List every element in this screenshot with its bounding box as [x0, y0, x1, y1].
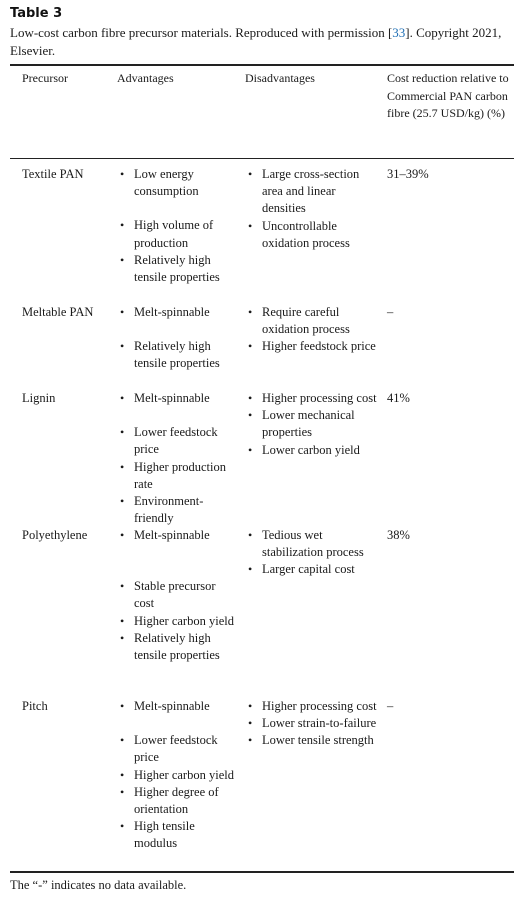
list-gap	[116, 321, 238, 338]
list-item: • Tedious wet stabilization process	[244, 527, 380, 561]
row-advantages	[116, 698, 238, 853]
list-item: • Lower strain-to-failure	[244, 715, 380, 732]
list-item: • Environment-friendly	[116, 493, 238, 527]
list-item: • Lower tensile strength	[244, 732, 380, 749]
table-footnote: The “-” indicates no data available.	[10, 878, 187, 892]
list-item: • Relatively high tensile properties	[116, 252, 238, 286]
row-cost: –	[387, 305, 394, 319]
list-item: • Relatively high tensile properties	[116, 338, 238, 372]
list-item: • Higher production rate	[116, 459, 238, 493]
list-item: • Higher carbon yield	[116, 767, 238, 784]
list-item: • High volume of production	[116, 217, 238, 251]
header-rule	[10, 158, 514, 159]
table-label: Table 3	[10, 6, 63, 21]
list-item: • Larger capital cost	[244, 561, 380, 578]
list-item: • Higher processing cost	[244, 698, 380, 715]
list-gap	[116, 200, 238, 217]
list-item: • Uncontrollable oxidation process	[244, 218, 380, 252]
list-item: • Melt-spinnable	[116, 698, 238, 715]
row-advantages	[116, 527, 238, 664]
list-item: • Melt-spinnable	[116, 304, 238, 321]
list-item: • Stable precursor cost	[116, 578, 238, 612]
row-precursor: Textile PAN	[22, 167, 84, 181]
row-disadvantages	[244, 166, 380, 252]
row-disadvantages	[244, 304, 380, 356]
list-gap	[116, 544, 238, 578]
row-advantages	[116, 304, 238, 373]
list-item: • Lower feedstock price	[116, 424, 238, 458]
list-item: • Lower carbon yield	[244, 442, 380, 459]
row-disadvantages	[244, 390, 380, 459]
row-precursor: Meltable PAN	[22, 305, 94, 319]
list-item: • Melt-spinnable	[116, 390, 238, 407]
caption-text-end: ]. Copyright 2021, Elsevier.	[10, 25, 502, 58]
list-item: • Lower feedstock price	[116, 732, 238, 766]
caption-text: Low-cost carbon fibre precursor materials. Reproduced with permission [	[10, 25, 393, 40]
row-disadvantages	[244, 527, 380, 579]
row-cost: 38%	[387, 528, 410, 542]
row-precursor: Pitch	[22, 699, 48, 713]
list-item: • Low energy consumption	[116, 166, 238, 200]
list-item: • Melt-spinnable	[116, 527, 238, 544]
header-cost-reduction: Cost reduction relative to Commercial PAN carbon fibre (25.7 USD/kg) (%)	[387, 71, 509, 120]
row-cost: 41%	[387, 391, 410, 405]
bottom-rule	[10, 871, 514, 873]
citation-link[interactable]: 33	[392, 25, 406, 40]
row-advantages	[116, 390, 238, 527]
list-item: • Lower mechanical properties	[244, 407, 380, 441]
row-cost: 31–39%	[387, 167, 429, 181]
list-item: • Higher carbon yield	[116, 613, 238, 630]
list-item: • Higher degree of orientation	[116, 784, 238, 818]
list-item: • Large cross-section area and linear densities	[244, 166, 380, 218]
list-gap	[116, 715, 238, 732]
top-rule	[10, 64, 514, 66]
list-item: • Higher processing cost	[244, 390, 380, 407]
header-advantages: Advantages	[117, 71, 174, 85]
list-gap	[116, 407, 238, 424]
header-disadvantages: Disadvantages	[245, 71, 315, 85]
list-item: • High tensile modulus	[116, 818, 238, 852]
row-advantages	[116, 166, 238, 286]
row-disadvantages	[244, 698, 380, 750]
header-precursor: Precursor	[22, 71, 68, 85]
list-item: • Relatively high tensile properties	[116, 630, 238, 664]
row-precursor: Lignin	[22, 391, 56, 405]
row-precursor: Polyethylene	[22, 528, 88, 542]
list-item: • Require careful oxidation process	[244, 304, 380, 338]
table-caption	[10, 24, 514, 60]
list-item: • Higher feedstock price	[244, 338, 380, 355]
row-cost: –	[387, 699, 394, 713]
